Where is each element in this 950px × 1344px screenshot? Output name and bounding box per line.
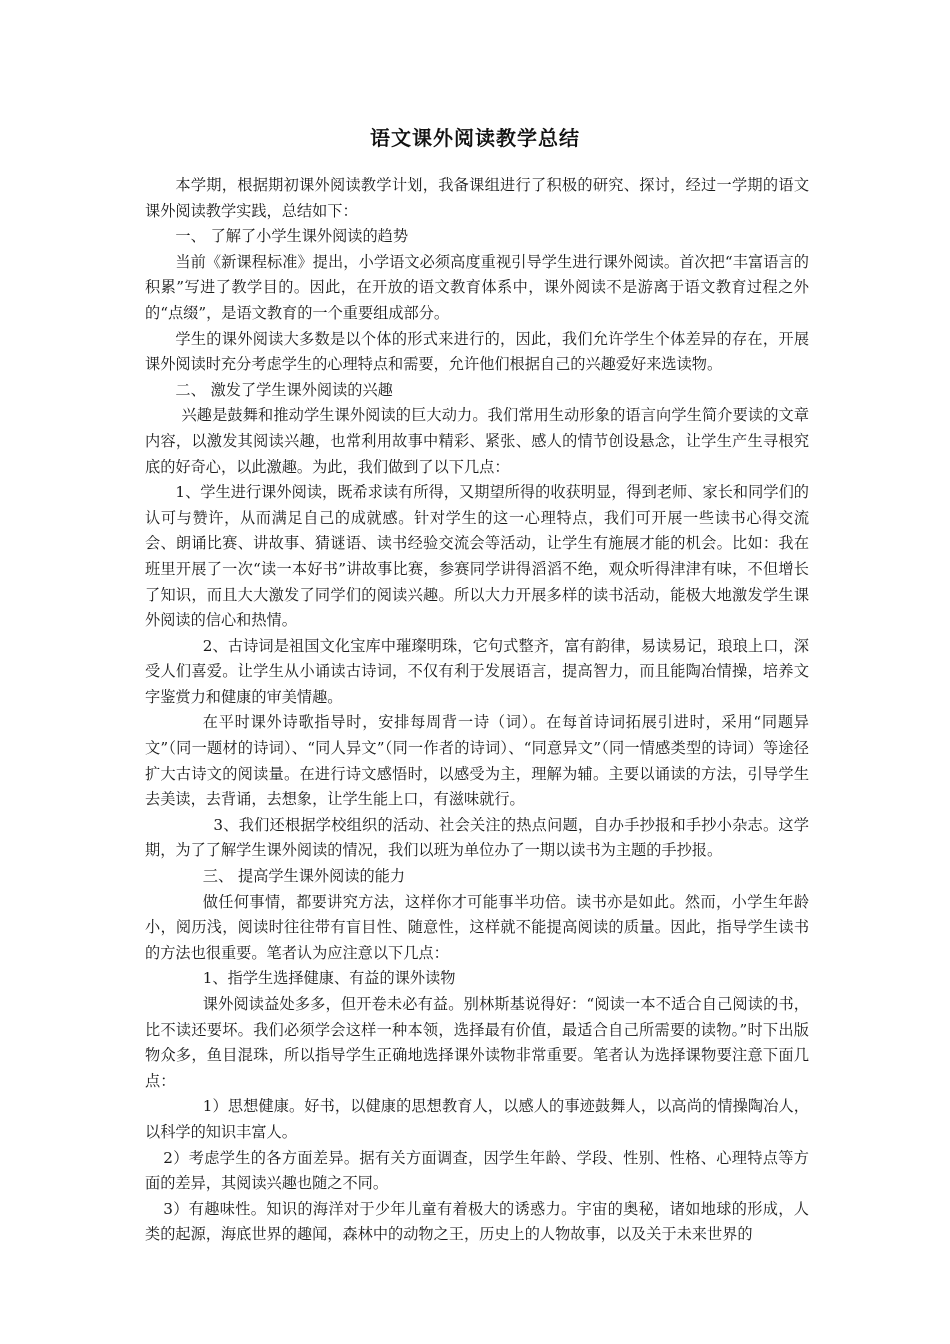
paragraph: 学生的课外阅读大多数是以个体的形式来进行的，因此，我们允许学生个体差异的存在，开展课外阅读时充分考虑学生的心理特点和需要，允许他们根据自己的兴趣爱好来选读物。 [145,329,809,374]
paragraph-intro: 本学期，根据期初课外阅读教学计划，我备课组进行了积极的研究、探讨，经过一学期的语文课外阅读教学实践，总结如下： [145,176,809,220]
list-item: 3）有趣味性。知识的海洋对于少年儿童有着极大的诱惑力。宇宙的奥秘，诸如地球的形成，人类的起源，海底世界的趣闻，森林中的动物之王，历史上的人物故事，以及关于未来世界的 [145,1199,809,1244]
paragraph: 在平时课外诗歌指导时，安排每周背一诗（词）。在每首诗词拓展引进时，采用“同题异文”（同一题材的诗词）、“同人异文”（同一作者的诗词）、“同意异文”（同一情感类型的诗词）等途径扩大古诗文的阅读量。在进行诗文感悟时，以感受为主，理解为辅。主要以诵读的方法，引导学生去美读，去背诵，去想象，让学生能上口，有滋味就行。 [145,713,809,809]
paragraph: 兴趣是鼓舞和推动学生课外阅读的巨大动力。我们常用生动形象的语言向学生简介要读的文章内容，以激发其阅读兴趣，也常利用故事中精彩、紧张、感人的情节创设悬念，让学生产生寻根究底的好奇心，以此激趣。为此，我们做到了以下几点： [145,406,809,476]
list-item: 1）思想健康。好书，以健康的思想教育人，以感人的事迹鼓舞人，以高尚的情操陶冶人，以科学的知识丰富人。 [145,1097,809,1141]
section-heading-1: 一、 了解了小学生课外阅读的趋势 [175,227,409,246]
paragraph: 3、我们还根据学校组织的活动、社会关注的热点问题，自办手抄报和手抄小杂志。这学期，为了了解学生课外阅读的情况，我们以班为单位办了一期以读书为主题的手抄报。 [145,815,809,860]
paragraph: 2、古诗词是祖国文化宝库中璀璨明珠，它句式整齐，富有韵律，易读易记，琅琅上口，深受人们喜爱。让学生从小诵读古诗词，不仅有利于发展语言，提高智力，而且能陶冶情操，培养文字鉴赏力和健康的审美情趣。 [145,636,809,706]
section-heading-3: 三、 提高学生课外阅读的能力 [202,867,406,886]
list-item: 2）考虑学生的各方面差异。据有关方面调查，因学生年龄、学段、性别、性格、心理特点等方面的差异，其阅读兴趣也随之不同。 [145,1148,809,1193]
subsection-heading: 1、指学生选择健康、有益的课外读物 [202,969,456,988]
paragraph: 1、学生进行课外阅读，既希求读有所得，又期望所得的收获明显，得到老师、家长和同学们的认可与赞许，从而满足自己的成就感。针对学生的这一心理特点，我们可开展一些读书心得交流会、朗诵比赛、讲故事、猜谜语、读书经验交流会等活动，让学生有施展才能的机会。比如：我在班里开展了一次“读一本好书”讲故事比赛，参赛同学讲得滔滔不绝，观众听得津津有味，不但增长了知识，而且大大激发了同学们的阅读兴趣。所以大力开展多样的读书活动，能极大地激发学生课外阅读的信心和热情。 [145,483,809,630]
document-body [145,173,809,1248]
section-heading-2: 二、 激发了学生课外阅读的兴趣 [175,380,393,399]
paragraph: 做任何事情，都要讲究方法，这样你才可能事半功倍。读书亦是如此。然而，小学生年龄小，阅历浅，阅读时往往带有盲目性、随意性，这样就不能提高阅读的质量。因此，指导学生读书的方法也很重要。笔者认为应注意以下几点： [145,892,809,962]
document-title: 语文课外阅读教学总结 [370,126,580,150]
paragraph: 课外阅读益处多多，但开卷未必有益。别林斯基说得好：“阅读一本不适合自己阅读的书，比不读还要坏。我们必须学会这样一种本领，选择最有价值，最适合自己所需要的读物。”时下出版物众多，鱼目混珠，所以指导学生正确地选择课外读物非常重要。笔者认为选择课物要注意下面几点： [145,995,809,1090]
paragraph: 当前《新课程标准》提出，小学语文必须高度重视引导学生进行课外阅读。首次把“丰富语言的积累”写进了教学目的。因此，在开放的语文教育体系中，课外阅读不是游离于语文教育过程之外的“点缀”，是语文教育的一个重要组成部分。 [145,252,809,322]
